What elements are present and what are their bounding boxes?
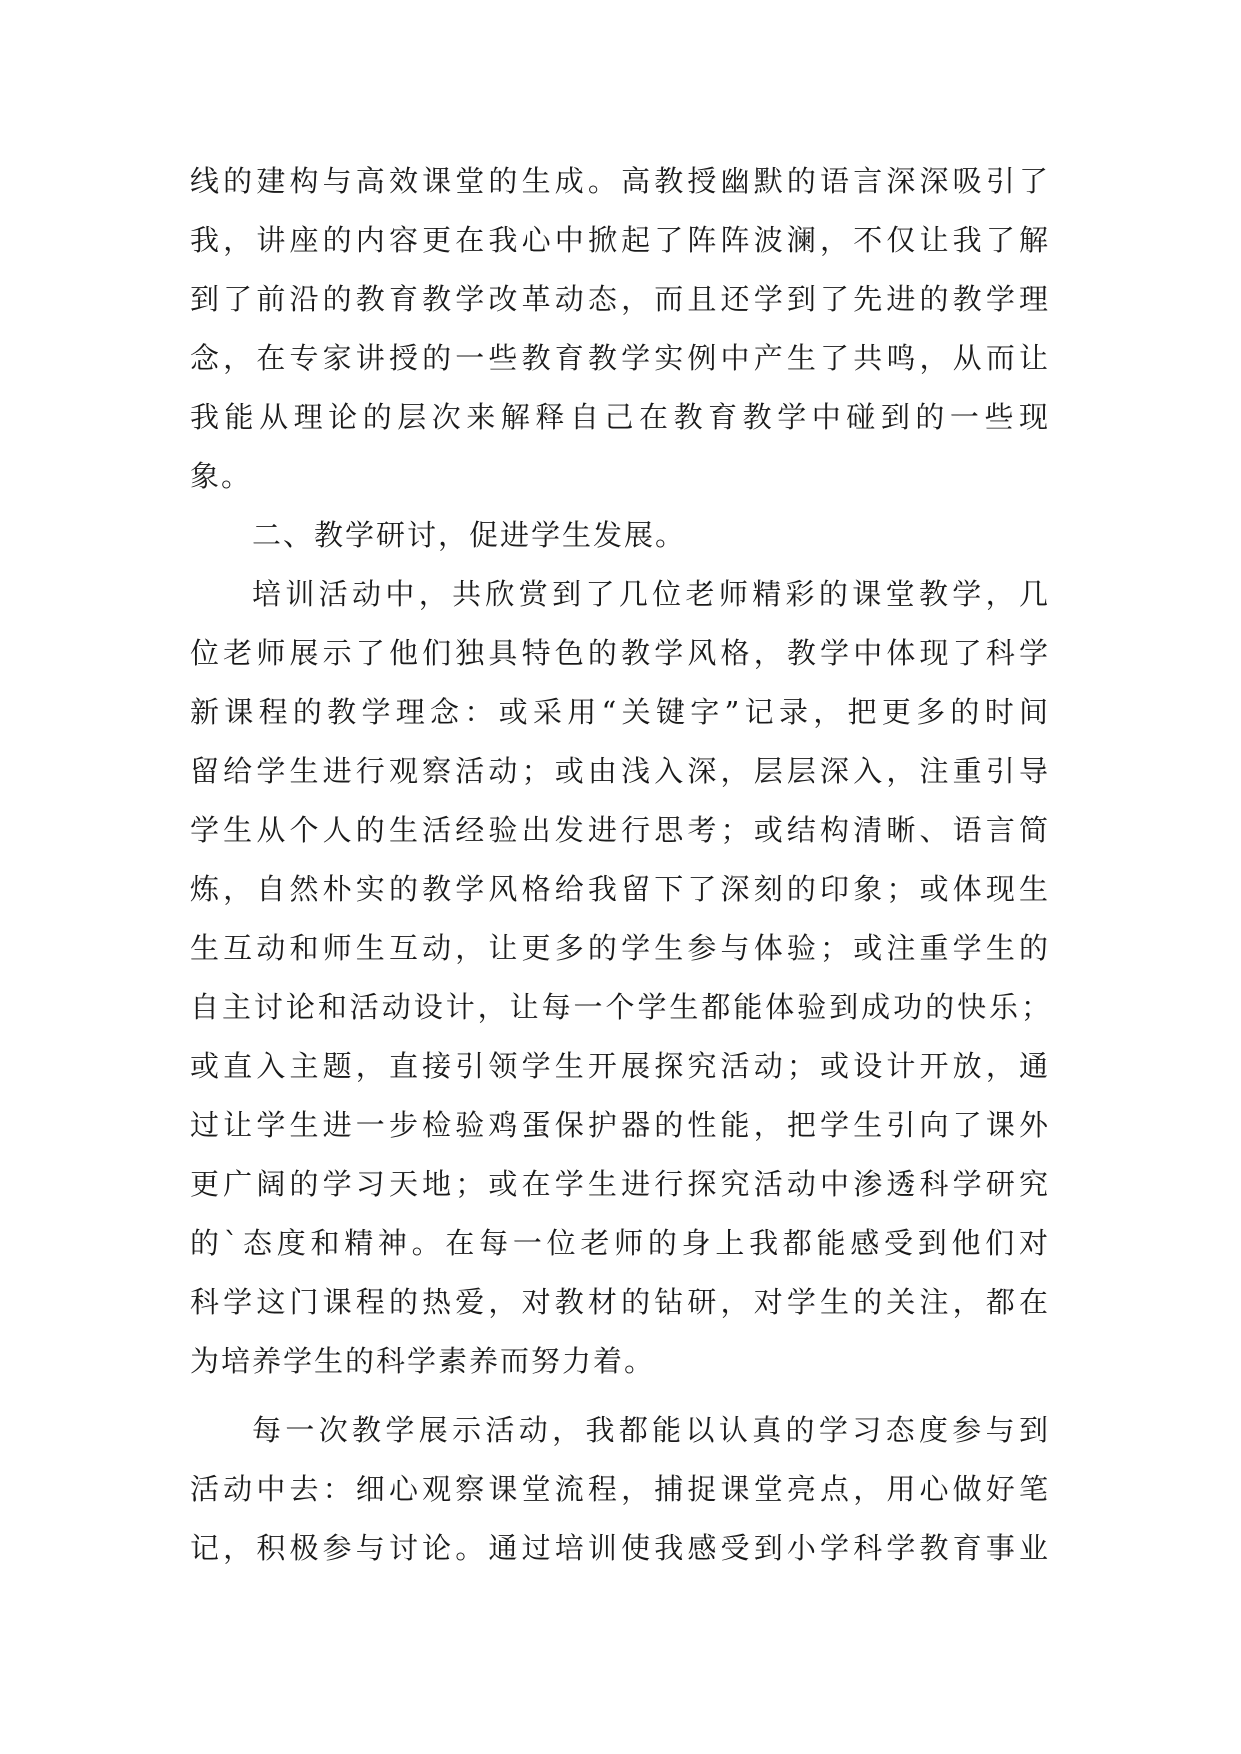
text-line: 或直入主题，直接引领学生开展探究活动；或设计开放，通 [190,1049,1050,1083]
text-line: 更广阔的学习天地；或在学生进行探究活动中渗透科学研究 [190,1167,1050,1201]
heading-text: 二、教学研讨，促进学生发展。 [252,518,687,552]
paragraph [190,565,1050,1391]
text-line: 过让学生进一步检验鸡蛋保护器的性能，把学生引向了课外 [190,1108,1050,1142]
text-line: 新课程的教学理念：或采用“关键字”记录，把更多的时间 [190,695,1050,729]
text-line: 到了前沿的教育教学改革动态，而且还学到了先进的教学理 [190,282,1050,316]
text-line: 炼，自然朴实的教学风格给我留下了深刻的印象；或体现生 [190,872,1050,906]
text-line: 生互动和师生互动，让更多的学生参与体验；或注重学生的 [190,931,1050,965]
text-line: 象。 [190,459,253,493]
paragraph [190,1401,1050,1578]
text-line: 活动中去：细心观察课堂流程，捕捉课堂亮点，用心做好笔 [190,1472,1050,1506]
text-line: 我能从理论的层次来解释自己在教育教学中碰到的一些现 [190,400,1050,434]
text-line: 留给学生进行观察活动；或由浅入深，层层深入，注重引导 [190,754,1050,788]
text-line: 每一次教学展示活动，我都能以认真的学习态度参与到 [252,1413,1050,1447]
text-line: 的`态度和精神。在每一位老师的身上我都能感受到他们对 [190,1226,1050,1260]
text-line: 培训活动中，共欣赏到了几位老师精彩的课堂教学，几 [252,577,1050,611]
text-line: 自主讨论和活动设计，让每一个学生都能体验到成功的快乐； [190,990,1050,1024]
text-line: 为培养学生的科学素养而努力着。 [190,1344,656,1378]
text-line: 学生从个人的生活经验出发进行思考；或结构清晰、语言简 [190,813,1050,847]
text-line: 念，在专家讲授的一些教育教学实例中产生了共鸣，从而让 [190,341,1050,375]
text-line: 我，讲座的内容更在我心中掀起了阵阵波澜，不仅让我了解 [190,223,1050,257]
text-line: 科学这门课程的热爱，对教材的钻研，对学生的关注，都在 [190,1285,1050,1319]
text-line: 位老师展示了他们独具特色的教学风格，教学中体现了科学 [190,636,1050,670]
text-line: 记，积极参与讨论。通过培训使我感受到小学科学教育事业 [190,1531,1050,1565]
text-line: 线的建构与高效课堂的生成。高教授幽默的语言深深吸引了 [190,164,1050,198]
paragraph [190,152,1050,506]
section-heading [190,506,1050,565]
paragraph-gap [190,1391,1050,1401]
document-body [190,152,1050,1578]
